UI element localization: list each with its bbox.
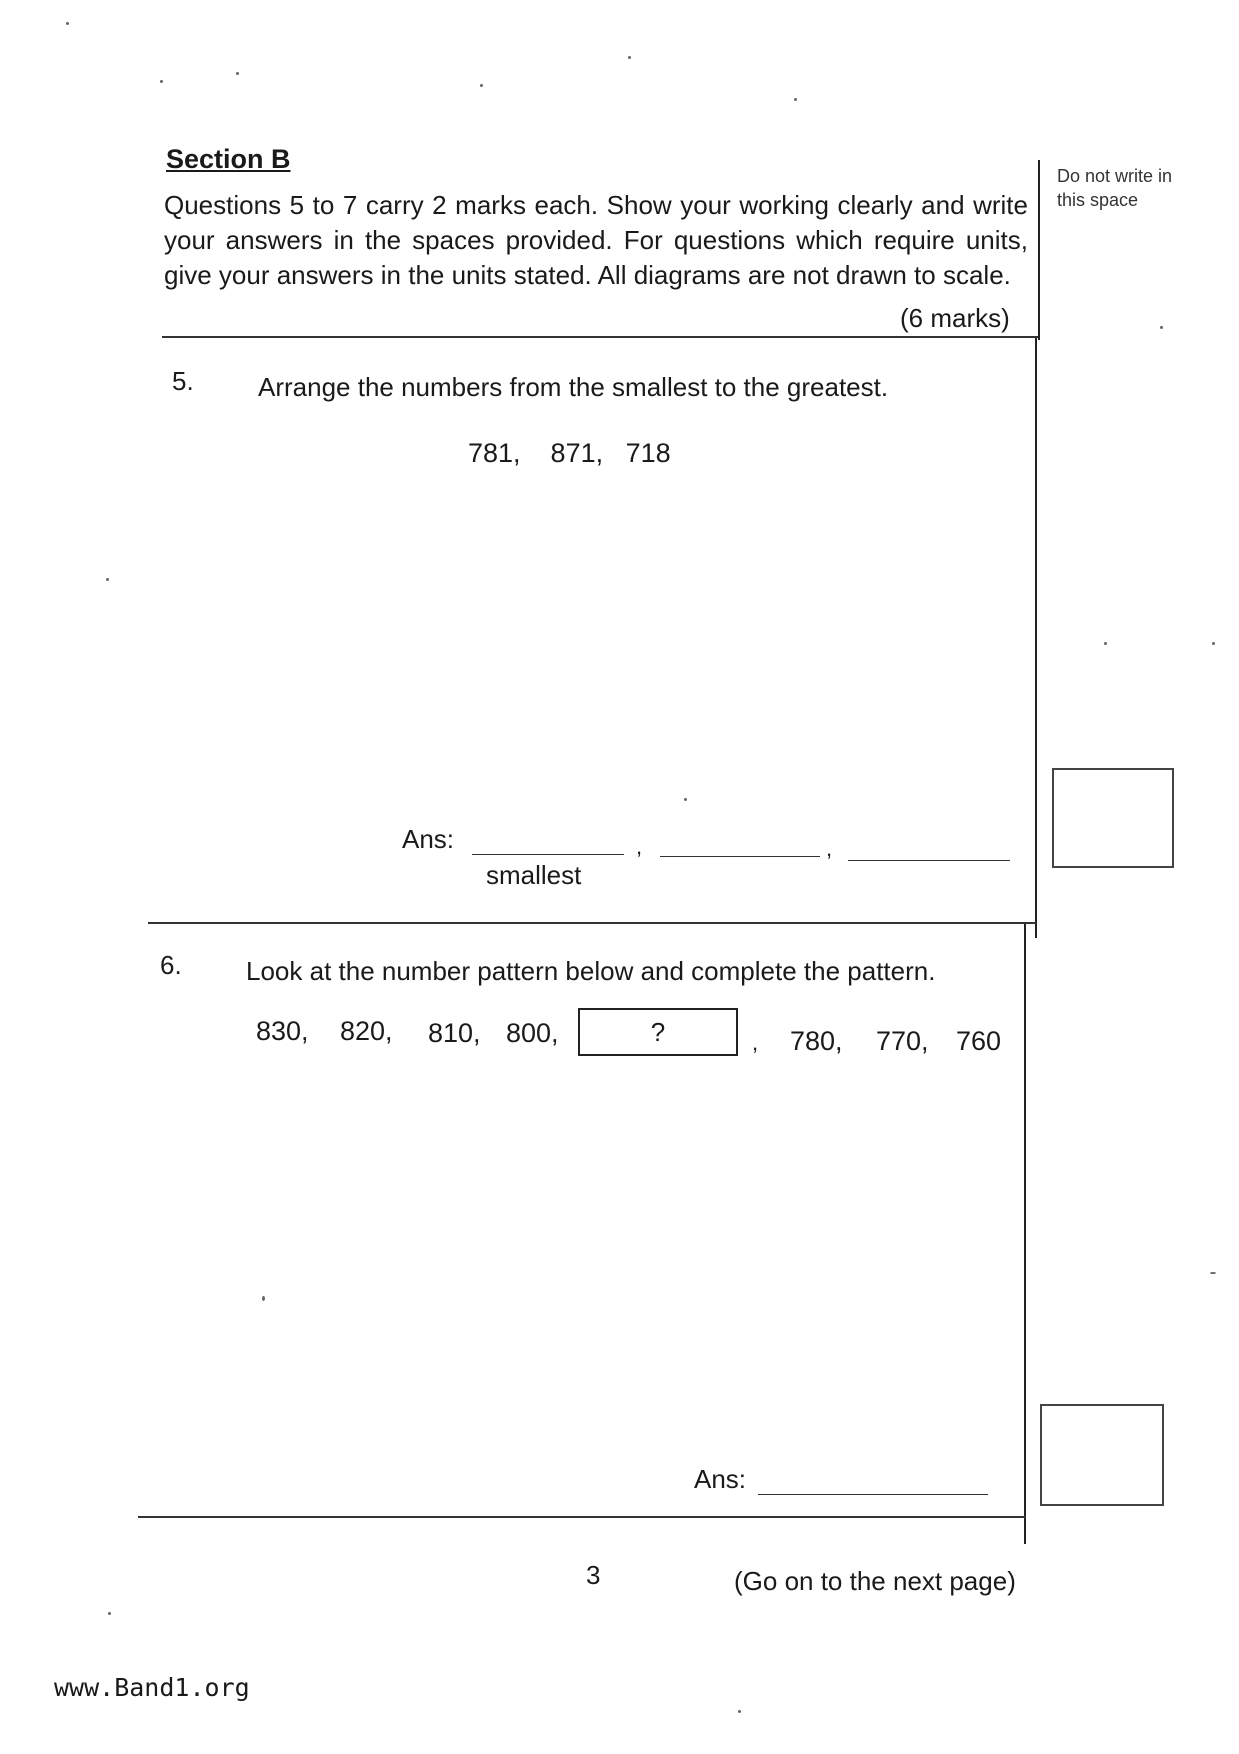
section-marks: (6 marks) [900, 303, 1010, 333]
scan-speck [1160, 326, 1163, 329]
next-page-note: (Go on to the next page) [734, 1566, 1016, 1596]
q6-comma: , [752, 1030, 759, 1055]
section-title: Section B [166, 144, 291, 174]
scan-speck [480, 84, 483, 87]
scan-speck [66, 22, 69, 25]
q6-unknown-mark: ? [650, 1017, 666, 1047]
scan-speck [684, 798, 687, 801]
q5-answer-blank-2[interactable] [660, 856, 820, 857]
q6-ans-label: Ans: [694, 1464, 747, 1494]
scan-speck [628, 56, 631, 59]
q5-comma-2: , [826, 836, 833, 861]
q5-ans-label: Ans: [402, 824, 455, 854]
q6-number: 6. [160, 950, 182, 980]
scan-speck [1210, 1272, 1216, 1274]
q5-smallest-label: smallest [486, 860, 582, 890]
margin-line-top [1038, 160, 1040, 340]
section-instructions: Questions 5 to 7 carry 2 marks each. Show your working clearly and write your answers in the spaces provided. For questions which require units, give your answers in the units stated. All diagrams are not drawn to scale. [164, 190, 1028, 290]
scan-speck [262, 1296, 265, 1301]
q5-answer-blank-1[interactable] [472, 854, 624, 855]
q6-pattern-item: 760 [956, 1026, 1002, 1056]
q5-score-box [1052, 768, 1174, 868]
q6-answer-blank[interactable] [758, 1494, 988, 1495]
q5-comma-1: , [636, 834, 643, 859]
scan-speck [108, 1612, 111, 1615]
scan-speck [106, 578, 109, 581]
scan-speck [738, 1710, 741, 1713]
scan-speck [794, 98, 797, 101]
q6-unknown-box[interactable] [578, 1008, 738, 1056]
q5-text: Arrange the numbers from the smallest to the greatest. [258, 372, 889, 402]
q5-numbers: 781, 871, 718 [468, 438, 671, 468]
q5-answer-blank-3[interactable] [848, 860, 1010, 861]
scan-speck [1212, 642, 1215, 645]
q6-pattern-item: 810, [428, 1018, 481, 1048]
scan-speck [236, 72, 239, 75]
q6-score-box [1040, 1404, 1164, 1506]
q5-divider [148, 922, 1036, 924]
section-divider [162, 336, 1040, 338]
scan-speck [160, 80, 163, 83]
q6-pattern-item: 820, [340, 1016, 393, 1046]
q6-text: Look at the number pattern below and complete the pattern. [246, 956, 936, 986]
q6-pattern-item: 800, [506, 1018, 559, 1048]
page-number: 3 [586, 1560, 601, 1590]
q6-pattern-item: 830, [256, 1016, 309, 1046]
margin-note: Do not write in this space [1057, 166, 1173, 210]
margin-line-q5 [1035, 338, 1037, 938]
q6-pattern-item: 770, [876, 1026, 929, 1056]
q6-pattern-item: 780, [790, 1026, 843, 1056]
scan-speck [1104, 642, 1107, 645]
q6-divider [138, 1516, 1026, 1518]
margin-line-q6 [1024, 924, 1026, 1544]
q5-number: 5. [172, 366, 194, 396]
watermark: www.Band1.org [54, 1673, 250, 1702]
